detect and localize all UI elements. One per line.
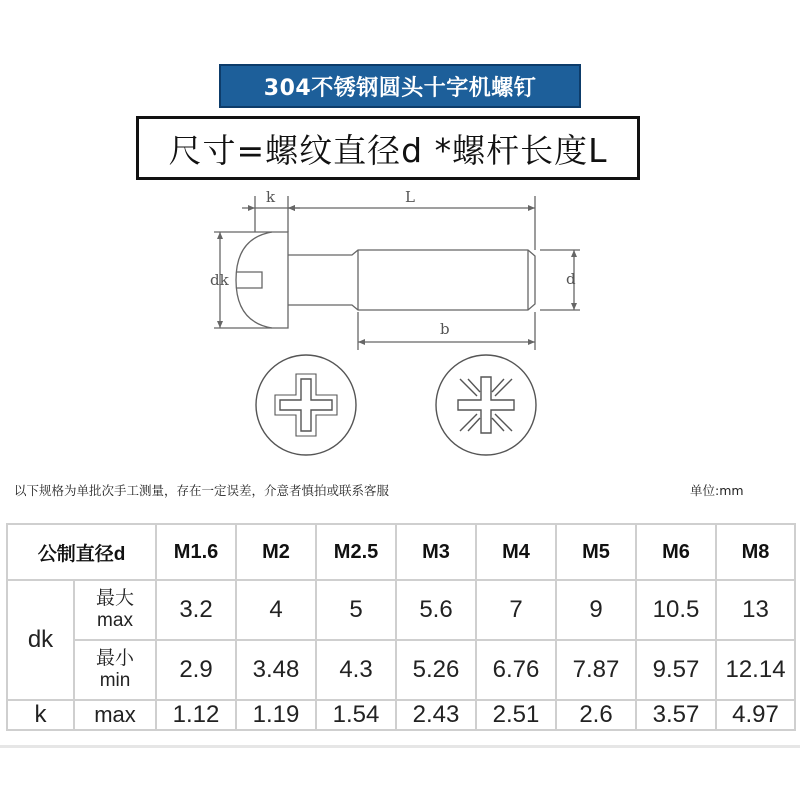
- param-label-dk: dk: [7, 580, 74, 700]
- pozidriv-head-top-view: [436, 355, 536, 455]
- table-cell: 1.19: [236, 700, 316, 730]
- size-header: M2.5: [316, 524, 396, 580]
- title-banner: [219, 64, 581, 108]
- table-cell: 7: [476, 580, 556, 640]
- header-metric-diameter: 公制直径d: [7, 524, 156, 580]
- screw-head-slot: [236, 272, 262, 288]
- table-row: [7, 580, 795, 640]
- size-header: M8: [716, 524, 795, 580]
- table-cell: 9: [556, 580, 636, 640]
- spec-table: [6, 523, 796, 731]
- table-cell: 5.26: [396, 640, 476, 700]
- table-row: [7, 700, 795, 730]
- table-cell: 5: [316, 580, 396, 640]
- table-cell: 1.54: [316, 700, 396, 730]
- size-header: M5: [556, 524, 636, 580]
- table-cell: 4.3: [316, 640, 396, 700]
- table-cell: 2.43: [396, 700, 476, 730]
- size-formula: 尺寸=螺纹直径d *螺杆长度L: [168, 130, 608, 170]
- table-row: [7, 640, 795, 700]
- table-cell: 12.14: [716, 640, 795, 700]
- bottom-divider: [0, 745, 800, 748]
- dim-label-b: b: [440, 320, 450, 338]
- size-header: M4: [476, 524, 556, 580]
- table-cell: 9.57: [636, 640, 716, 700]
- unit-label: 单位:mm: [690, 483, 744, 498]
- size-header: M3: [396, 524, 476, 580]
- dim-label-dk: dk: [210, 271, 229, 289]
- screw-shank-outline: [288, 250, 535, 310]
- table-cell: 4: [236, 580, 316, 640]
- table-cell: 2.51: [476, 700, 556, 730]
- table-cell: 6.76: [476, 640, 556, 700]
- sub-label-max: [74, 580, 156, 640]
- sub-label-cn: 最小: [96, 648, 135, 669]
- table-cell: 2.9: [156, 640, 236, 700]
- table-cell: 1.12: [156, 700, 236, 730]
- size-header: M2: [236, 524, 316, 580]
- table-cell: 3.2: [156, 580, 236, 640]
- sub-label-cn: 最大: [96, 588, 135, 609]
- param-label-k: k: [7, 700, 74, 730]
- size-formula-box: [136, 116, 640, 180]
- table-cell: 3.57: [636, 700, 716, 730]
- phillips-head-top-view: [256, 355, 356, 455]
- dim-label-d: d: [566, 270, 576, 288]
- sub-label-en: max: [97, 610, 133, 631]
- dim-label-k: k: [266, 188, 276, 206]
- table-cell: 4.97: [716, 700, 795, 730]
- table-cell: 3.48: [236, 640, 316, 700]
- size-header: M1.6: [156, 524, 236, 580]
- measurement-note: 以下规格为单批次手工测量，存在一定误差，介意者慎拍或联系客服: [14, 483, 390, 498]
- product-title: 304不锈钢圆头十字机螺钉: [263, 75, 537, 101]
- sub-label-max: max: [74, 700, 156, 730]
- table-cell: 7.87: [556, 640, 636, 700]
- table-cell: 2.6: [556, 700, 636, 730]
- dim-label-L: L: [405, 188, 415, 206]
- size-header: M6: [636, 524, 716, 580]
- sub-label-en: min: [99, 670, 131, 691]
- table-cell: 13: [716, 580, 795, 640]
- table-cell: 10.5: [636, 580, 716, 640]
- table-header-row: [7, 524, 795, 580]
- sub-label-min: [74, 640, 156, 700]
- table-cell: 5.6: [396, 580, 476, 640]
- screw-dimension-diagram: [0, 180, 800, 470]
